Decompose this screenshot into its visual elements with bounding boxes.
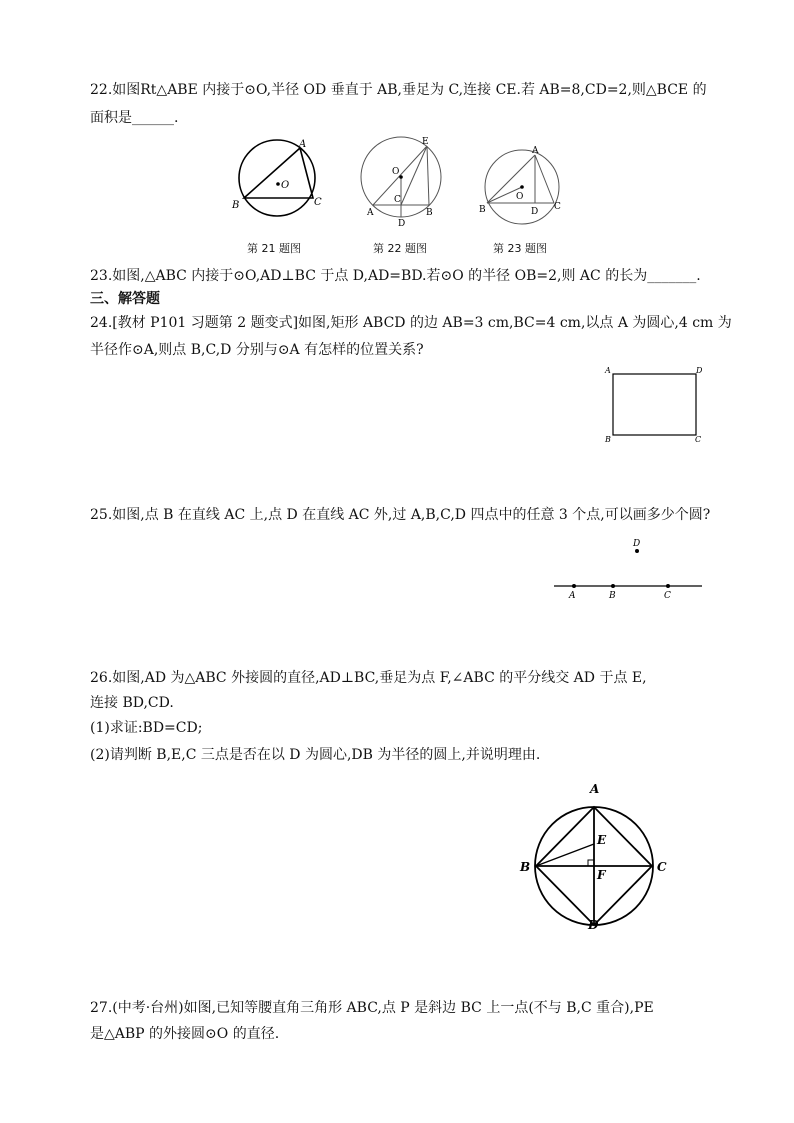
fig22-label-b: B <box>426 208 433 218</box>
fig21-label-a: A <box>299 139 307 150</box>
q26-part1: (1)求证:BD=CD; <box>90 720 203 736</box>
fig23-label-c: C <box>554 202 561 212</box>
fig21-label-o: O <box>281 180 290 191</box>
fig26-label-b: B <box>520 860 531 874</box>
q24-line1: 24.[教材 P101 习题第 2 题变式]如图,矩形 ABCD 的边 AB=3 cm,BC=4 cm,以点 A 为圆心,4 cm 为 <box>90 315 732 331</box>
fig24-label-c: C <box>695 435 702 444</box>
q26-part2: (2)请判断 B,E,C 三点是否在以 D 为圆心,DB 为半径的圆上,并说明理由. <box>90 747 541 763</box>
fig22-label-e: E <box>422 137 429 147</box>
fig25-label-d: D <box>633 539 641 549</box>
fig22-label-c: C <box>394 195 401 205</box>
fig23-label-o: O <box>516 192 524 202</box>
fig26-label-e: E <box>597 833 607 847</box>
fig21-label-c: C <box>314 197 322 208</box>
fig26-label-d: D <box>588 918 599 932</box>
figure-22 <box>358 135 448 227</box>
fig26-label-c: C <box>657 860 667 874</box>
fig24-label-a: A <box>605 366 611 375</box>
fig23-caption: 第 23 题图 <box>493 242 547 255</box>
fig21-label-b: B <box>232 200 240 211</box>
section-heading: 三、解答题 <box>90 291 160 307</box>
fig24-label-d: D <box>696 366 703 375</box>
fig26-label-f: F <box>597 868 606 882</box>
q24-line2: 半径作⊙A,则点 B,C,D 分别与⊙A 有怎样的位置关系? <box>90 342 424 358</box>
figure-25-points-line <box>552 535 704 601</box>
fig24-label-b: B <box>605 435 611 444</box>
fig21-caption: 第 21 题图 <box>247 242 301 255</box>
fig22-label-d: D <box>398 219 406 227</box>
q27-line2: 是△ABP 的外接圆⊙O 的直径. <box>90 1026 280 1042</box>
q25-line1: 25.如图,点 B 在直线 AC 上,点 D 在直线 AC 外,过 A,B,C,D 四点中的任意 3 个点,可以画多少个圆? <box>90 507 711 523</box>
fig23-label-a: A <box>532 146 539 156</box>
q22-line2: 面积是______. <box>90 110 179 126</box>
q26-line2: 连接 BD,CD. <box>90 695 174 711</box>
fig22-caption: 第 22 题图 <box>373 242 427 255</box>
fig25-label-a: A <box>569 591 576 601</box>
fig25-label-b: B <box>609 591 616 601</box>
q26-line1: 26.如图,AD 为△ABC 外接圆的直径,AD⊥BC,垂足为点 F,∠ABC 的平分线交 AD 于点 E, <box>90 670 647 686</box>
figure-24-rectangle <box>603 362 707 446</box>
fig23-label-b: B <box>479 205 486 215</box>
fig25-label-c: C <box>664 591 671 601</box>
q22-line1: 22.如图Rt△ABE 内接于⊙O,半径 OD 垂直于 AB,垂足为 C,连接 CE.若 AB=8,CD=2,则△BCE 的 <box>90 82 707 98</box>
q23-line1: 23.如图,△ABC 内接于⊙O,AD⊥BC 于点 D,AD=BD.若⊙O 的半径 OB=2,则 AC 的长为_______. <box>90 268 701 284</box>
figure-21 <box>228 138 328 218</box>
figure-26 <box>514 778 674 934</box>
figure-23 <box>478 143 570 225</box>
fig23-label-d: D <box>531 207 539 217</box>
fig22-label-o: O <box>392 167 400 177</box>
q27-line1: 27.(中考·台州)如图,已知等腰直角三角形 ABC,点 P 是斜边 BC 上一点(不与 B,C 重合),PE <box>90 1000 654 1016</box>
fig26-label-a: A <box>590 782 600 796</box>
fig22-label-a: A <box>367 208 374 218</box>
